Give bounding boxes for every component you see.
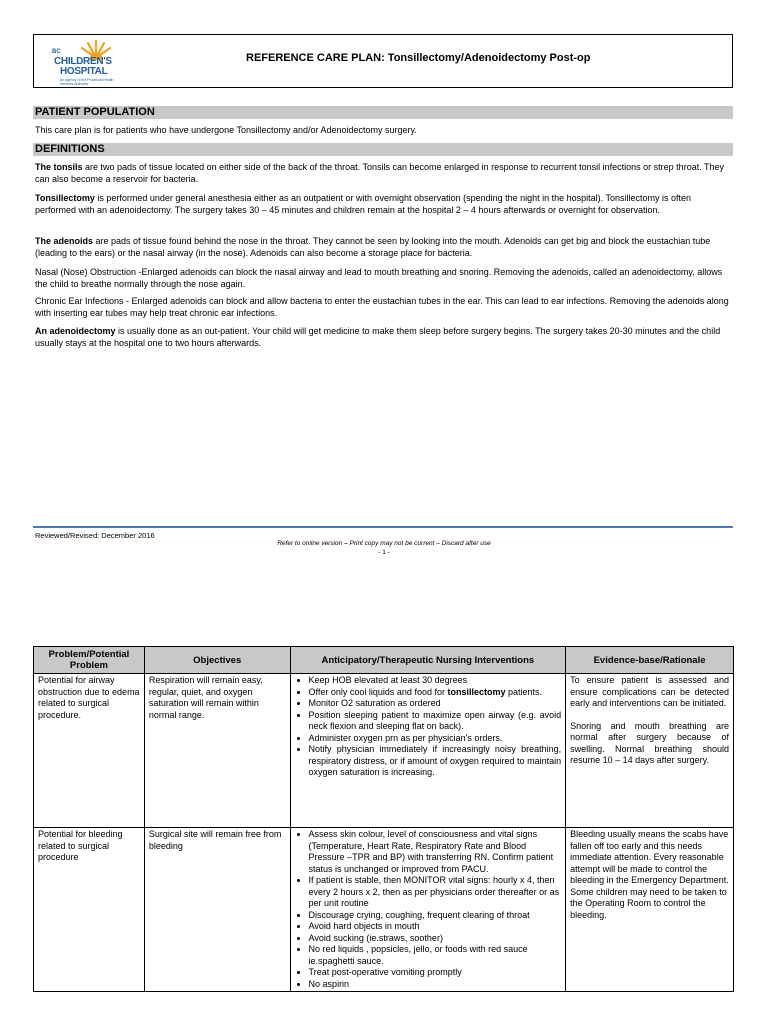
list-item: • No red liquids , popsicles, jello, or foods with red sauce ie.spaghetti sauce.: [309, 944, 562, 967]
definition-adenoidectomy: [35, 326, 733, 349]
list-item: • Keep HOB elevated at least 30 degrees: [309, 675, 562, 687]
logo-tagline: An agency of the Provincial Health Services Authority: [60, 78, 114, 86]
section-heading-definitions: DEFINITIONS: [33, 143, 733, 156]
item-text: patients.: [505, 686, 543, 697]
definition-tonsillectomy: [35, 193, 733, 216]
list-item: • Treat post-operative vomiting promptly: [309, 967, 562, 979]
definition-ear-infections: Chronic Ear Infections - Enlarged adenoids can block and allow bacteria to enter the eustachian tubes in the ear. This can lead to ear infections. Removing the adenoids along with inserting ear tubes may help treat chronic ear infections.: [35, 296, 729, 318]
logo-bc: BC: [52, 49, 61, 55]
document-header: [33, 34, 733, 88]
objective-cell: Respiration will remain easy, regular, quiet, and oxygen saturation will remain within normal range.: [144, 674, 290, 828]
list-item: • If patient is stable, then MONITOR vital signs: hourly x 4, then every 2 hours x 2, then as per physicians order thereafter or as per unit routine: [309, 875, 562, 910]
list-item: • Avoid hard objects in mouth: [309, 921, 562, 933]
table-row: [34, 674, 734, 828]
list-item: • Notify physician immediately if increasingly noisy breathing, respiratory distress, or if amount of oxygen required to maintain oxygen saturation is increasing.: [309, 744, 562, 779]
list-item: • No aspirin: [309, 979, 562, 991]
table-header-row: [34, 647, 734, 674]
list-item: [309, 687, 562, 699]
term-adenoids: The adenoids: [35, 236, 94, 246]
item-text: Offer only cool liquids and food for: [308, 686, 448, 697]
term-tonsillectomy: Tonsillectomy: [35, 193, 95, 203]
definition-text: are two pads of tissue located on either side of the back of the throat. Tonsils can become enlarged in response to recurrent tonsil infections or strep throat. They can also become a reservoir for bacteria.: [35, 162, 725, 184]
reviewed-date: Reviewed/Revised: December 2016: [35, 531, 155, 540]
term-adenoidectomy: An adenoidectomy: [35, 326, 116, 336]
care-plan-table: [33, 646, 734, 992]
logo-name-line2: HOSPITAL: [60, 66, 108, 77]
interventions-cell: [290, 828, 566, 992]
interventions-cell: [290, 674, 566, 828]
logo-name-line1: CHILDREN'S: [54, 56, 112, 67]
footer-divider: [33, 526, 733, 528]
population-text: This care plan is for patients who have undergone Tonsillectomy and/or Adenoidectomy surgery.: [35, 125, 417, 135]
list-item: • Administer oxygen prn as per physician's orders.: [309, 733, 562, 745]
print-disclaimer: Refer to online version – Print copy may not be current – Discard after use: [277, 540, 491, 547]
header-interventions: Anticipatory/Therapeutic Nursing Interventions: [290, 647, 566, 674]
objective-cell: Surgical site will remain free from bleeding: [144, 828, 290, 992]
header-objectives: Objectives: [144, 647, 290, 674]
list-item: • Position sleeping patient to maximize open airway (e.g. avoid neck flexion and sleeping flat on back).: [309, 710, 562, 733]
rationale-text: To ensure patient is assessed and ensure complications can be detected early and interventions can be initiated.: [570, 675, 729, 708]
definition-adenoids: [35, 236, 733, 259]
rationale-cell: [566, 674, 734, 828]
rationale-text: Snoring and mouth breathing are normal after surgery because of swelling. Normal breathing should resume 10 – 14 days after surgery.: [570, 720, 729, 765]
rationale-cell: Bleeding usually means the scabs have fallen off too early and this needs immediate attention. Every reasonable attempt will be made to control the bleeding in the Emergency Department. Some children may need to be taken to the Operating Room to control the bleeding.: [566, 828, 734, 992]
definition-tonsils: [35, 162, 733, 185]
section-heading-population: PATIENT POPULATION: [33, 106, 733, 119]
definition-text: are pads of tissue found behind the nose in the throat. They cannot be seen by looking into the mouth. Adenoids can get big and block the eustachian tube (leading to the ears) or the nasal airway (in the nose). Adenoids can also become a storage place for bacteria.: [35, 236, 711, 258]
header-rationale: Evidence-base/Rationale: [566, 647, 734, 674]
problem-cell: Potential for airway obstruction due to edema related to surgical procedure.: [34, 674, 145, 828]
definition-nasal-obstruction: Nasal (Nose) Obstruction -Enlarged adenoids can block the nasal airway and lead to mouth breathing and snoring. Removing the adenoids, called an adenoidectomy, allows the child to breathe normally through the nose again.: [35, 267, 723, 289]
list-item: • Assess skin colour, level of consciousness and vital signs (Temperature, Heart Rate, Respiratory Rate and Blood Pressure –TPR and BP) with transferring RN. Confirm patient status is unchanged or improved from PACU.: [309, 829, 562, 875]
problem-cell: Potential for bleeding related to surgical procedure: [34, 828, 145, 992]
list-item: • Avoid sucking (ie.straws, soother): [309, 933, 562, 945]
definition-text: is performed under general anesthesia either as an outpatient or with overnight observation (spending the night in the hospital). Tonsillectomy is often performed with an adenoidectomy. The surgery takes 30 – 45 minutes and children remain at the hospital 2 – 4 hours afterwards or overnight for observation.: [35, 193, 692, 215]
list-item: • Monitor O2 saturation as ordered: [309, 698, 562, 710]
definition-text: is usually done as an out-patient. Your child will get medicine to make them sleep before surgery begins. The surgery takes 20-30 minutes and the child usually stays at the hospital one to two hours afterwards.: [35, 326, 721, 348]
hospital-logo: [46, 38, 138, 86]
page-number: - 1 -: [378, 549, 390, 556]
header-problem: Problem/Potential Problem: [34, 647, 145, 674]
item-bold: tonsillectomy: [447, 686, 506, 697]
table-row: [34, 828, 734, 992]
list-item: • Discourage crying, coughing, frequent clearing of throat: [309, 910, 562, 922]
term-tonsils: The tonsils: [35, 162, 83, 172]
spacer: [570, 710, 729, 721]
document-title: REFERENCE CARE PLAN: Tonsillectomy/Adenoidectomy Post-op: [246, 52, 591, 64]
